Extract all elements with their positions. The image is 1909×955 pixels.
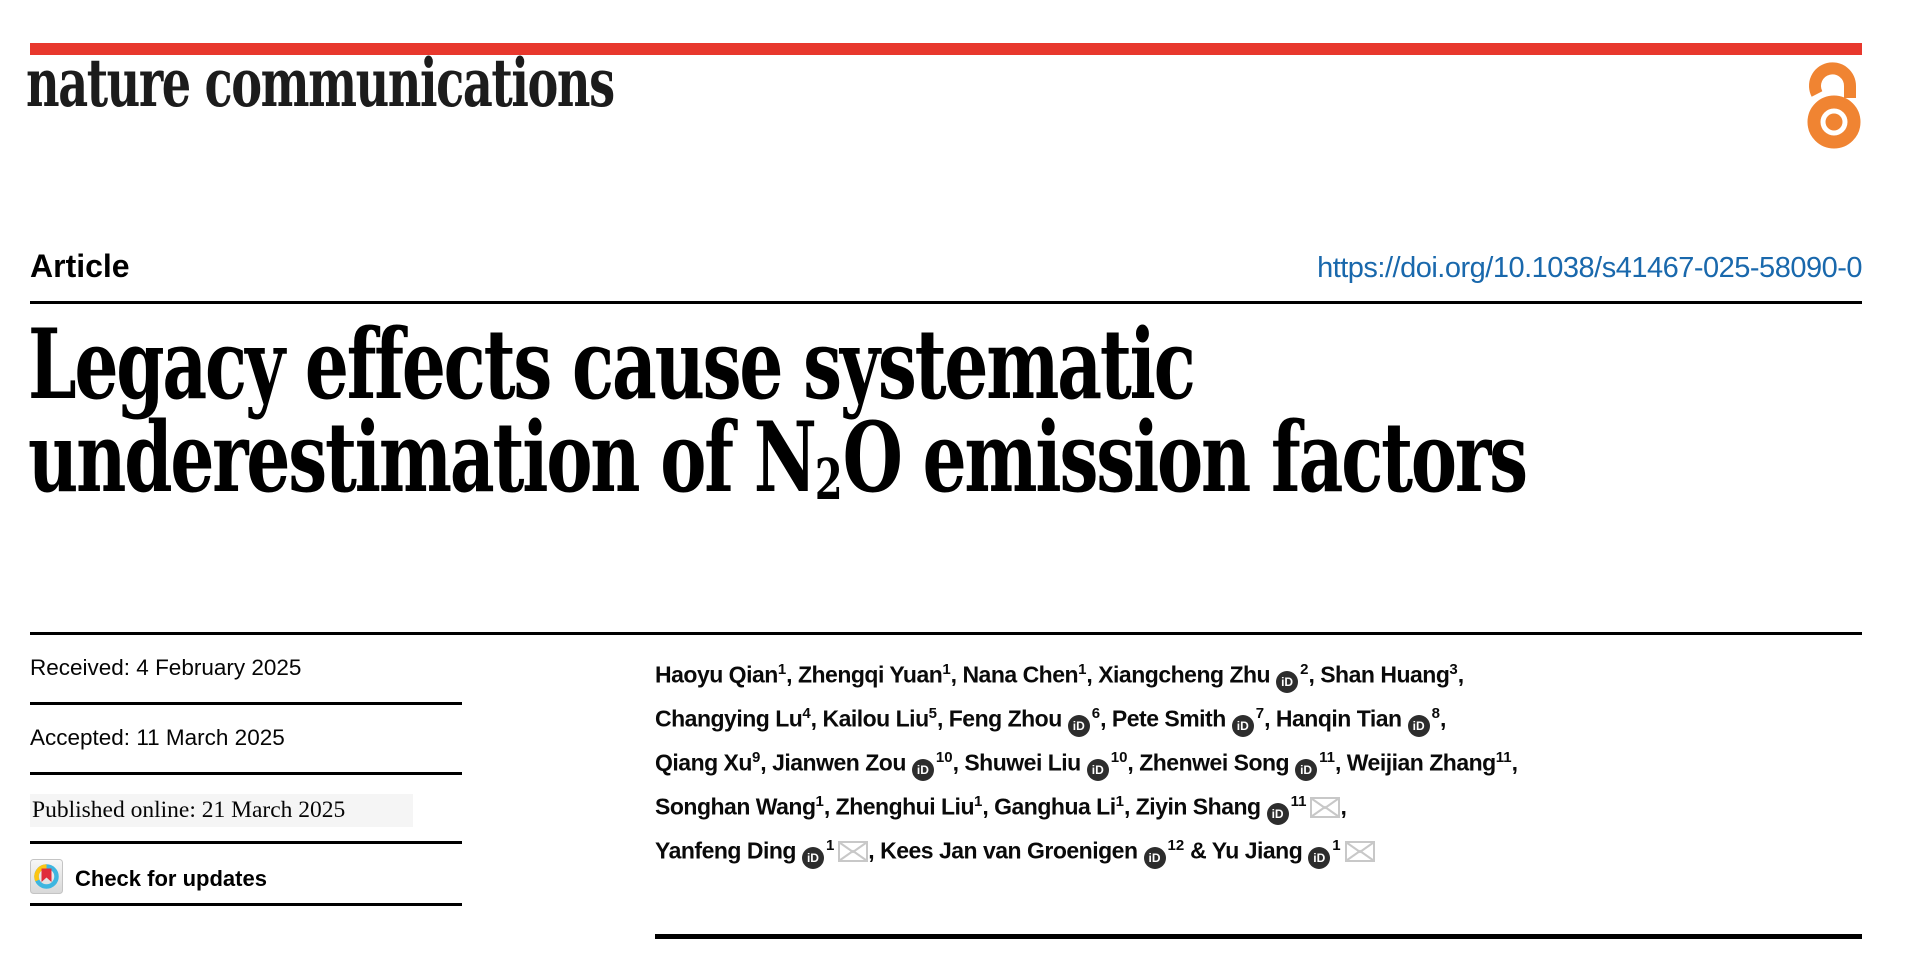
author-separator: ,	[1264, 705, 1276, 732]
divider-rule	[30, 772, 462, 775]
author-separator: ,	[823, 793, 836, 820]
affiliation-superscript: 10	[1110, 749, 1128, 766]
author-name: Hanqin Tian	[1275, 705, 1402, 732]
mid-rule	[30, 632, 1862, 635]
orcid-id-icon[interactable]: iD	[802, 847, 824, 869]
affiliation-superscript: 11	[1290, 793, 1307, 810]
orcid-id-icon[interactable]: iD	[1295, 759, 1317, 781]
affiliation-superscript: 1	[1115, 793, 1124, 810]
paper-title-line1: Legacy effects cause systematic	[28, 308, 1194, 421]
orcid-id-icon[interactable]: iD	[1087, 759, 1109, 781]
envelope-icon[interactable]	[838, 832, 868, 876]
author-separator: ,	[952, 749, 965, 776]
affiliation-superscript: 1	[1078, 661, 1087, 678]
author-separator: ,	[982, 793, 995, 820]
orcid-id-icon[interactable]: iD	[1232, 715, 1254, 737]
author-name: Jianwen Zou	[772, 749, 906, 776]
doi-link[interactable]: https://doi.org/10.1038/s41467-025-58090-0	[1317, 252, 1862, 284]
author-separator: ,	[936, 705, 949, 732]
divider-rule	[30, 841, 462, 844]
divider-rule	[30, 903, 462, 906]
orcid-id-icon[interactable]: iD	[1267, 803, 1289, 825]
author-name: Zhenghui Liu	[835, 793, 974, 820]
affiliation-superscript: 11	[1319, 749, 1335, 766]
author-line	[655, 648, 1865, 692]
author-separator: ,	[1334, 749, 1347, 776]
author-separator: ,	[810, 705, 823, 732]
open-access-lock-icon	[1804, 60, 1862, 155]
author-separator: ,	[1123, 793, 1136, 820]
divider-rule	[30, 702, 462, 705]
author-line	[655, 780, 1865, 824]
author-separator: ,	[868, 837, 881, 864]
orcid-id-icon[interactable]: iD	[1408, 715, 1430, 737]
affiliation-superscript: 10	[935, 749, 953, 766]
author-separator: ,	[786, 661, 798, 688]
affiliation-superscript: 2	[1300, 661, 1309, 678]
affiliation-superscript: 1	[777, 661, 787, 678]
author-separator: ,	[1439, 705, 1446, 732]
header-rule	[30, 301, 1862, 304]
author-line	[655, 824, 1865, 868]
paper-title-line2	[28, 401, 1526, 519]
author-name: Shan Huang	[1320, 661, 1450, 688]
affiliation-superscript: 8	[1431, 705, 1440, 722]
orcid-id-icon[interactable]: iD	[1276, 671, 1298, 693]
affiliation-superscript: 1	[825, 837, 835, 854]
author-lines	[655, 648, 1865, 868]
author-name: Ganghua Li	[994, 793, 1116, 820]
author-name: Kees Jan van Groenigen	[880, 837, 1138, 864]
affiliation-superscript: 1	[1332, 837, 1341, 854]
author-name: Shuwei Liu	[964, 749, 1081, 776]
orcid-id-icon[interactable]: iD	[912, 759, 934, 781]
orcid-id-icon[interactable]: iD	[1144, 847, 1166, 869]
author-separator: ,	[1308, 661, 1321, 688]
orcid-id-icon[interactable]: iD	[1068, 715, 1090, 737]
title-line2-pre: underestimation of N	[28, 401, 815, 514]
author-name: Haoyu Qian	[655, 661, 778, 688]
author-line	[655, 692, 1865, 736]
author-name: Songhan Wang	[655, 793, 816, 820]
author-name: Yanfeng Ding	[655, 837, 796, 864]
affiliation-superscript: 1	[974, 793, 983, 810]
affiliation-superscript: 5	[928, 705, 937, 722]
author-separator: ,	[760, 749, 773, 776]
author-name: Zhengqi Yuan	[797, 661, 943, 688]
title-line2-post: O emission factors	[842, 401, 1526, 514]
author-name: Nana Chen	[962, 661, 1079, 688]
affiliation-superscript: 12	[1167, 837, 1185, 854]
author-separator: &	[1184, 837, 1212, 864]
author-name: Pete Smith	[1111, 705, 1226, 732]
journal-logo: nature communications	[26, 44, 614, 122]
accepted-date: Accepted: 11 March 2025	[30, 725, 285, 750]
author-separator: ,	[1511, 749, 1518, 776]
orcid-id-icon[interactable]: iD	[1308, 847, 1330, 869]
author-separator: ,	[1127, 749, 1140, 776]
author-separator: ,	[1100, 705, 1112, 732]
check-for-updates-label: Check for updates	[75, 866, 267, 891]
published-online-date: Published online: 21 March 2025	[30, 794, 413, 827]
affiliation-superscript: 1	[815, 793, 824, 810]
article-type-label: Article	[30, 248, 130, 284]
author-name: Qiang Xu	[655, 749, 752, 776]
affiliation-superscript: 1	[942, 661, 951, 678]
paper-title	[28, 308, 1526, 519]
author-name: Xiangcheng Zhu	[1098, 661, 1271, 688]
received-date: Received: 4 February 2025	[30, 655, 302, 680]
authors-bottom-rule	[655, 934, 1862, 939]
title-subscript: 2	[814, 447, 843, 513]
author-name: Changying Lu	[655, 705, 803, 732]
author-separator: ,	[1457, 661, 1464, 688]
author-name: Kailou Liu	[822, 705, 929, 732]
affiliation-superscript: 9	[751, 749, 761, 766]
author-name: Feng Zhou	[948, 705, 1062, 732]
crossmark-check-icon	[30, 859, 63, 899]
author-name: Yu Jiang	[1211, 837, 1303, 864]
author-separator: ,	[1086, 661, 1099, 688]
author-name: Ziyin Shang	[1135, 793, 1261, 820]
author-separator: ,	[950, 661, 963, 688]
affiliation-superscript: 3	[1449, 661, 1458, 678]
affiliation-superscript: 4	[802, 705, 811, 722]
author-separator: ,	[1340, 793, 1347, 820]
affiliation-superscript: 11	[1495, 749, 1512, 766]
envelope-icon[interactable]	[1345, 832, 1375, 876]
author-name: Zhenwei Song	[1139, 749, 1290, 776]
author-name: Weijian Zhang	[1346, 749, 1496, 776]
affiliation-superscript: 6	[1091, 705, 1101, 722]
author-line	[655, 736, 1865, 780]
check-for-updates-button[interactable]	[30, 859, 267, 899]
affiliation-superscript: 7	[1255, 705, 1265, 722]
